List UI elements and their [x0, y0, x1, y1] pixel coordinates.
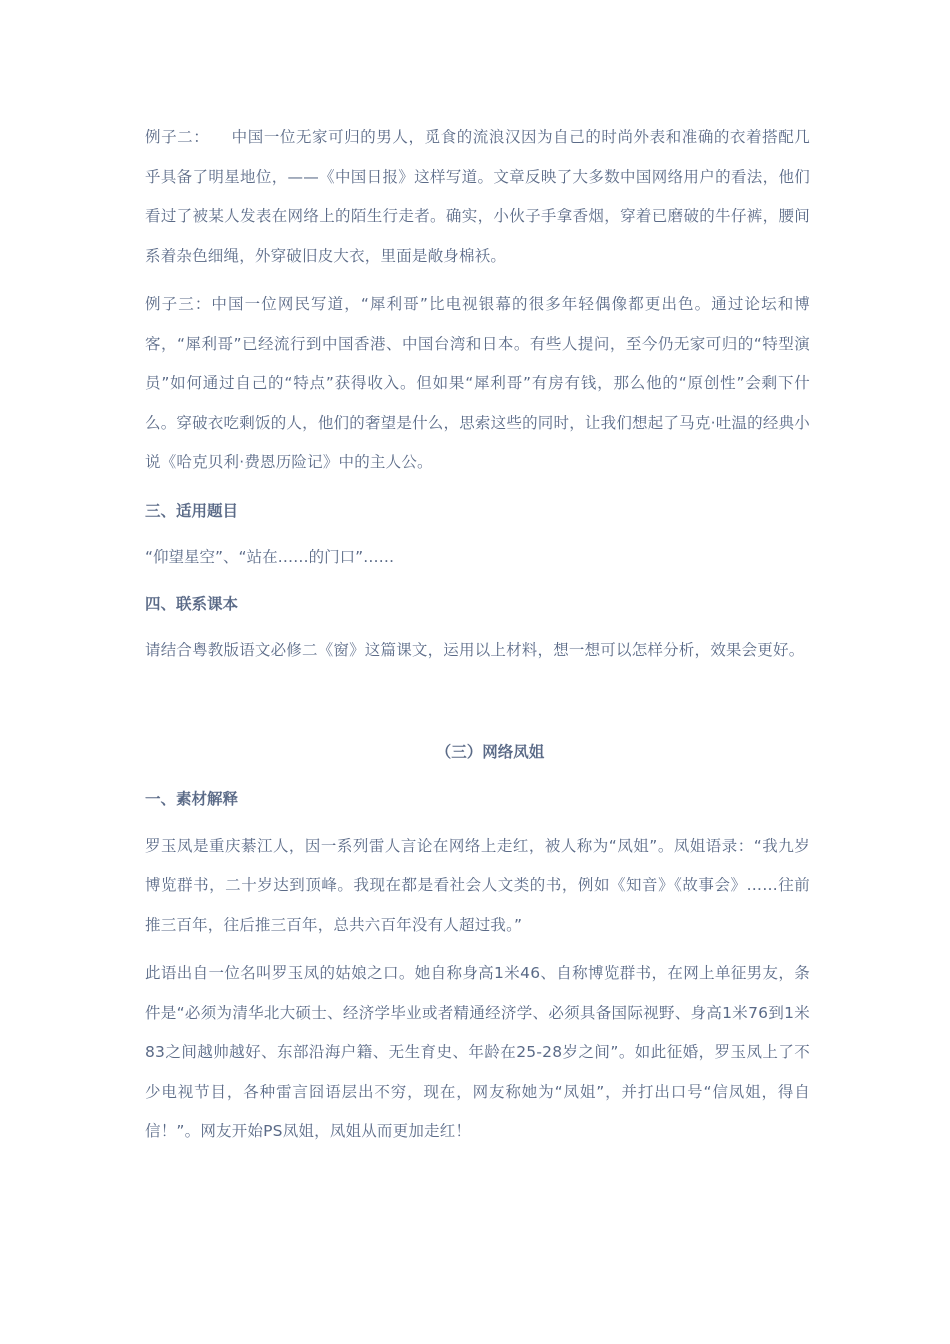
material-explanation-heading: 一、素材解释	[145, 790, 239, 808]
section-four-heading: 四、联系课本	[145, 594, 239, 613]
section-three-text: “仰望星空”、“站在……的门口”……	[145, 548, 395, 566]
part-three-title: （三）网络凤姐	[435, 742, 545, 761]
section-four-text: 请结合粤教版语文必修二《窗》这篇课文，运用以上材料，想一想可以怎样分析，效果会更好。	[145, 641, 805, 659]
example-two-label: 例子二：	[145, 128, 210, 146]
section-three-heading: 三、适用题目	[145, 501, 239, 520]
fengjie-detail-paragraph: 此语出自一位名叫罗玉凤的姑娘之口。她自称身高1米46、自称博览群书，在网上单征男友，条件是“必须为清华北大硕士、经济学毕业或者精通经济学、必须具备国际视野、身高1米76到1米83之间越帅越好、东部沿海户籍、无生育史、年龄在25-28岁之间”。如此征婚，罗玉凤上了不少电视节目，各种雷言囧语层出不穷，现在，网友称她为“凤姐”，并打出口号“信凤姐，得自信！”。网友开始PS凤姐，凤姐从而更加走红！	[145, 964, 810, 1140]
example-two-text: 中国一位无家可归的男人，觅食的流浪汉因为自己的时尚外表和准确的衣着搭配几乎具备了明星地位，——《中国日报》这样写道。文章反映了大多数中国网络用户的看法，他们看过了被某人发表在网络上的陌生行走者。确实，小伙子手拿香烟，穿着已磨破的牛仔裤，腰间系着杂色细绳，外穿破旧皮大衣，里面是敞身棉袄。	[145, 128, 811, 265]
example-three-paragraph: 例子三：中国一位网民写道，“犀利哥”比电视银幕的很多年轻偶像都更出色。通过论坛和博客，“犀利哥”已经流行到中国香港、中国台湾和日本。有些人提问，至今仍无家可归的“特型演员”如何通过自己的“特点”获得收入。但如果“犀利哥”有房有钱，那么他的“原创性”会剩下什么。穿破衣吃剩饭的人，他们的奢望是什么，思索这些的同时，让我们想起了马克·吐温的经典小说《哈克贝利·费恩历险记》中的主人公。	[145, 295, 810, 471]
document-body	[145, 118, 810, 1161]
example-two-paragraph	[145, 118, 810, 276]
fengjie-intro-paragraph: 罗玉凤是重庆綦江人，因一系列雷人言论在网络上走红，被人称为“凤姐”。凤姐语录：“我九岁博览群书，二十岁达到顶峰。我现在都是看社会人文类的书，例如《知音》《故事会》……往前推三百年，往后推三百年，总共六百年没有人超过我。”	[145, 836, 810, 934]
